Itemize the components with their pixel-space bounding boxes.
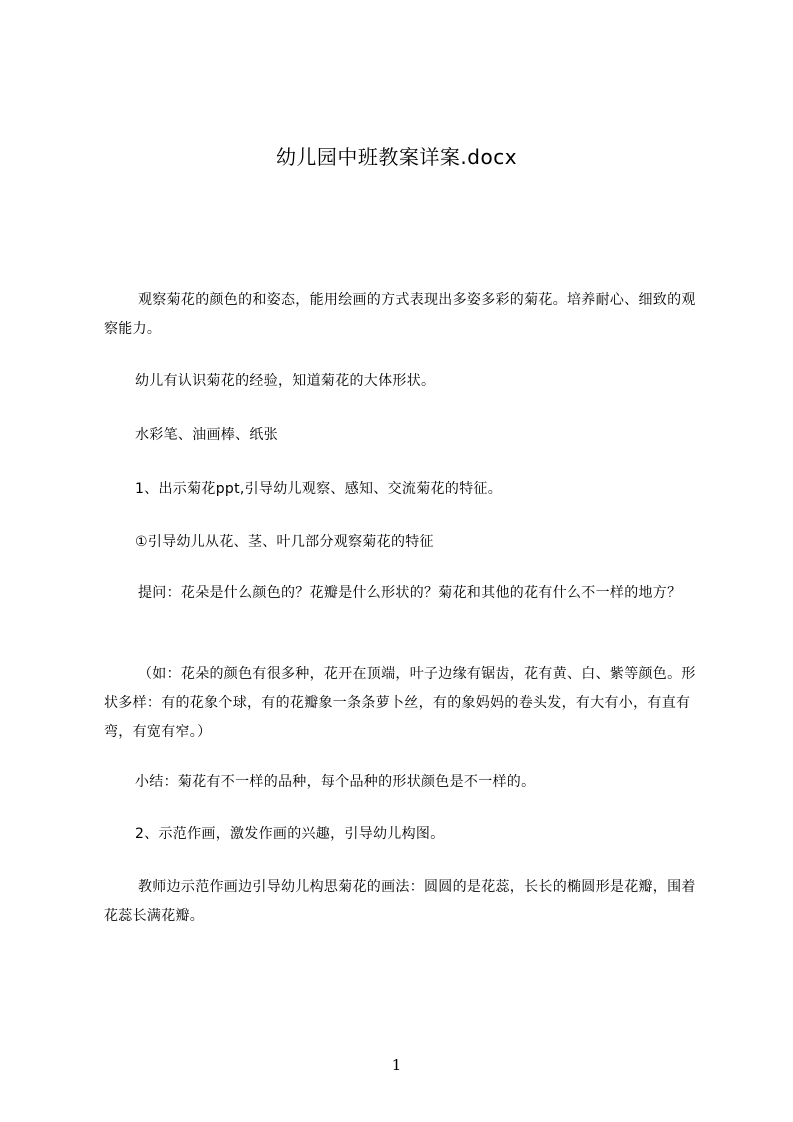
paragraph-experience: 幼儿有认识菊花的经验，知道菊花的大体形状。 <box>135 373 436 389</box>
paragraph-step-2: 2、示范作画，激发作画的兴趣，引导幼儿构图。 <box>135 826 445 842</box>
page-number: 1 <box>391 1056 402 1074</box>
paragraph-step-1: 1、出示菊花ppt,引导幼儿观察、感知、交流菊花的特征。 <box>135 481 503 497</box>
paragraph-observe-parts: ①引导幼儿从花、茎、叶几部分观察菊花的特征 <box>135 534 434 550</box>
paragraph-example-answers: （如：花朵的颜色有很多种，花开在顶端，叶子边缘有锯齿，花有黄、白、紫等颜色。形状多样：有的花象个球，有的花瓣象一条条萝卜丝，有的象妈妈的卷头发，有大有小，有直有弯，有宽有窄。） <box>104 666 696 740</box>
paragraph-teacher-demo: 教师边示范作画边引导幼儿构思菊花的画法：圆圆的是花蕊，长长的椭圆形是花瓣，围着花蕊长满花瓣。 <box>104 879 696 924</box>
paragraph-questions: 提问：花朵是什么颜色的？花瓣是什么形状的？菊花和其他的花有什么不一样的地方？ <box>138 585 682 601</box>
paragraph-objective: 观察菊花的颜色的和姿态，能用绘画的方式表现出多姿多彩的菊花。培养耐心、细致的观察能力。 <box>104 292 696 337</box>
paragraph-summary: 小结：菊花有不一样的品种，每个品种的形状颜色是不一样的。 <box>135 774 536 790</box>
document-title: 幼儿园中班教案详案.docx <box>275 145 518 169</box>
paragraph-materials: 水彩笔、油画棒、纸张 <box>135 427 278 443</box>
